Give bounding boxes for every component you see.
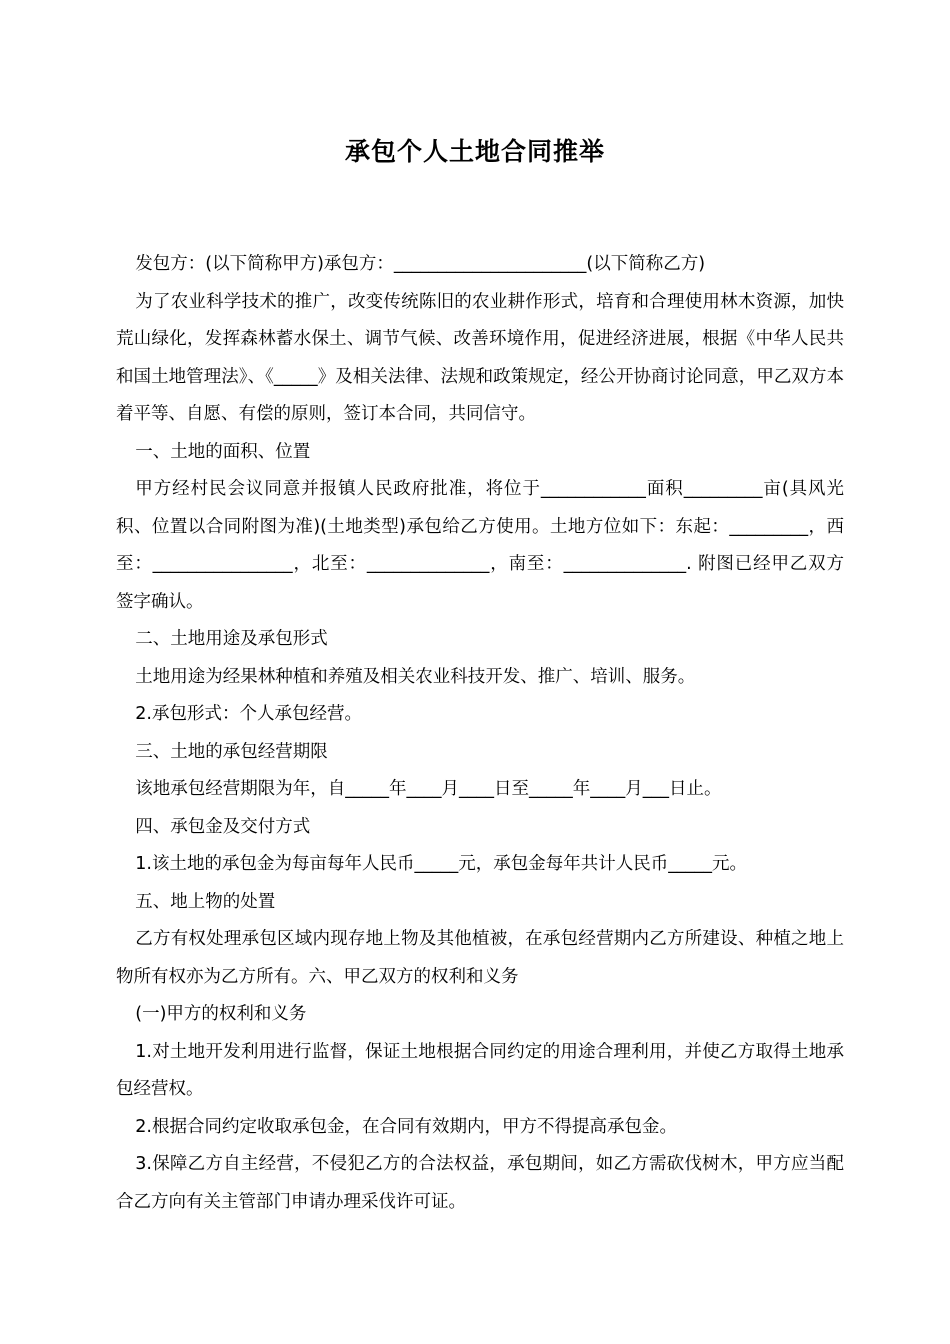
party-a-duty-3: 3.保障乙方自主经营，不侵犯乙方的合法权益，承包期间，如乙方需砍伐树木，甲方应当配合乙方向有关主管部门申请办理采伐许可证。 [116,1154,844,1212]
section-heading-2: 二、土地用途及承包形式 [135,629,328,649]
term-paragraph: 该地承包经营期限为年，自_____年____月____日至_____年____月___日止。 [135,779,722,799]
document-body [116,246,844,1221]
preamble-paragraph: 为了农业科学技术的推广，改变传统陈旧的农业耕作形式，培育和合理使用林木资源，加快荒山绿化，发挥森林蓄水保土、调节气候、改善环境作用，促进经济进展，根据《中华人民共和国土地管理法》、《_____》及相关法律、法规和政策规定，经公开协商讨论同意，甲乙双方本着平等、自愿、有偿的原则，签订本合同，共同信守。 [116,291,844,424]
land-location-paragraph: 甲方经村民会议同意并报镇人民政府批准，将位于____________面积_________亩(具风光积、位置以合同附图为准)(土地类型)承包给乙方使用。土地方位如下：东起：_________，西至：________________，北至：______________，南至：______________. 附图已经甲乙双方签字确认。 [116,479,844,612]
section-heading-5: 五、地上物的处置 [135,891,276,912]
payment-paragraph: 1.该土地的承包金为每亩每年人民币_____元，承包金每年共计人民币_____元。 [135,854,747,874]
party-a-duty-1: 1.对土地开发利用进行监督，保证土地根据合同约定的用途合理利用，并使乙方取得土地承包经营权。 [116,1041,844,1099]
parties-line: 发包方：(以下简称甲方)承包方：______________________(以下简称乙方) [135,254,706,274]
ground-property-paragraph: 乙方有权处理承包区域内现存地上物及其他植被，在承包经营期内乙方所建设、种植之地上物所有权亦为乙方所有。六、甲乙双方的权利和义务 [116,929,844,987]
document-title: 承包个人土地合同推举 [344,137,605,166]
section-heading-1: 一、土地的面积、位置 [135,441,311,462]
section-heading-3: 三、土地的承包经营期限 [135,741,328,762]
section-heading-4: 四、承包金及交付方式 [135,816,311,837]
contract-form-paragraph: 2.承包形式：个人承包经营。 [135,704,362,724]
party-a-duty-2: 2.根据合同约定收取承包金，在合同有效期内，甲方不得提高承包金。 [135,1116,677,1137]
land-use-paragraph: 土地用途为经果林种植和养殖及相关农业科技开发、推广、培训、服务。 [135,666,696,687]
subsection-heading-party-a: (一)甲方的权利和义务 [135,1004,307,1024]
